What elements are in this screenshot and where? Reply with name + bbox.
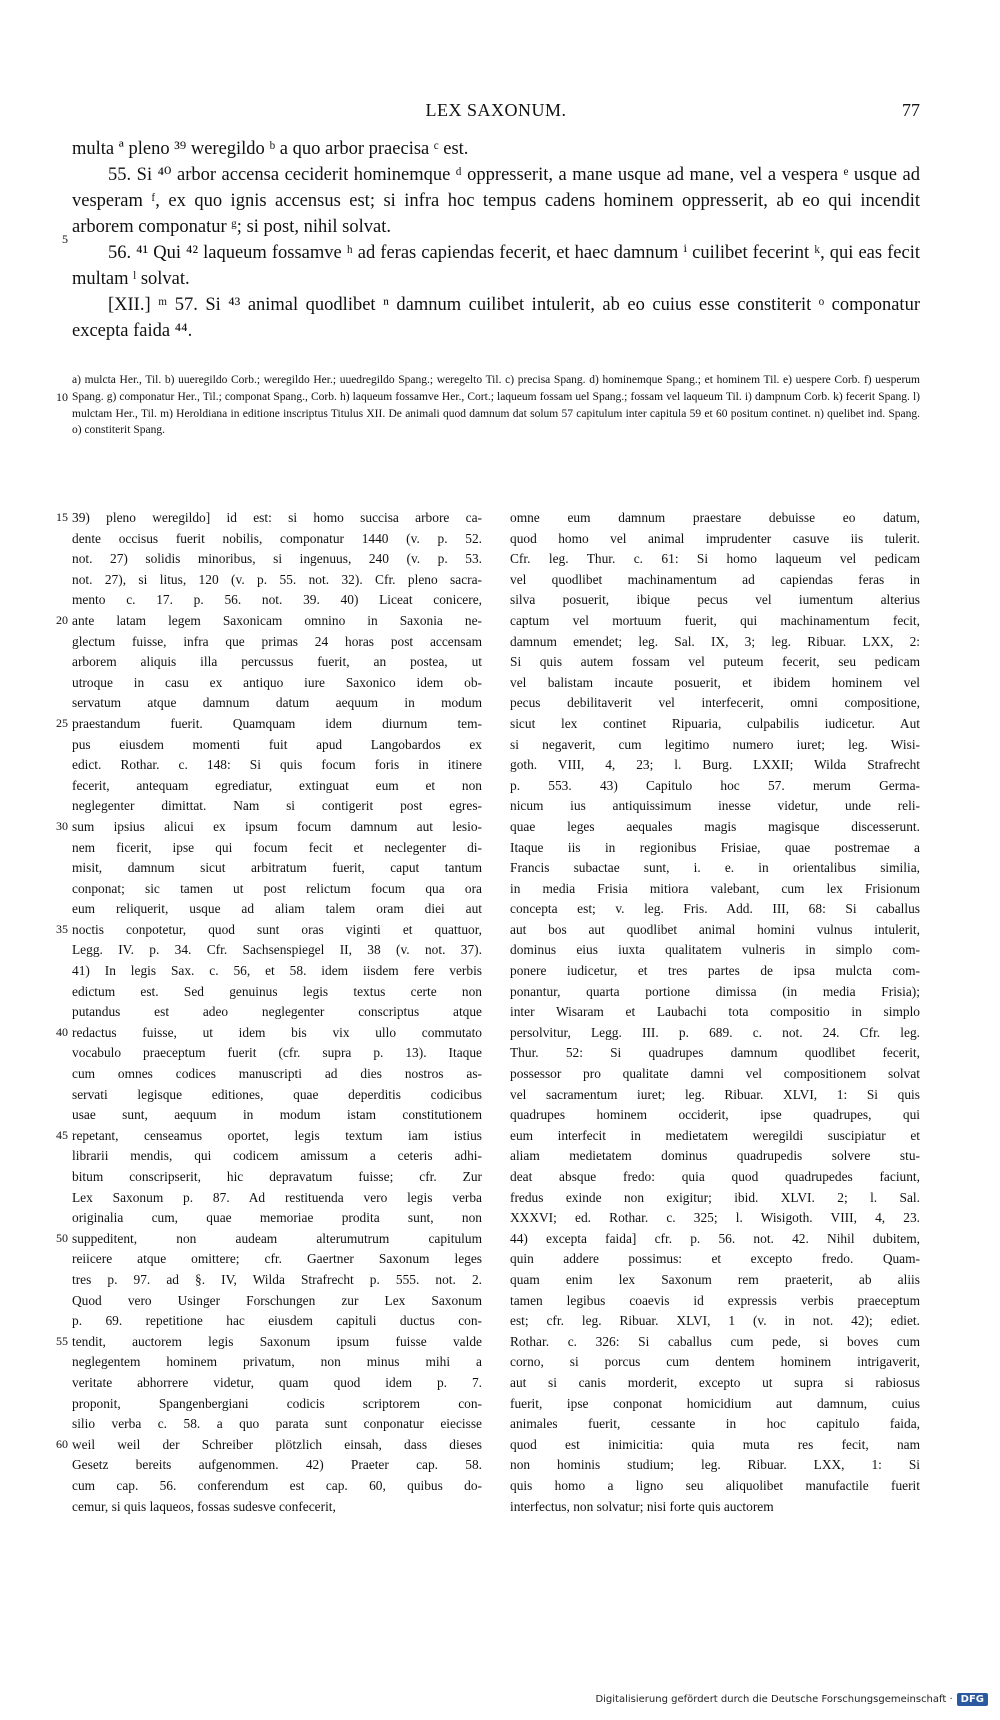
commentary-line: 41) In legis Sax. c. 56, et 58. idem iisdem fere verbis [72,963,482,979]
line-number: 10 [56,390,68,404]
commentary-line: originalia cum, quae memoriae prodita sunt, non [72,1210,482,1226]
commentary-line: repetant, censeamus oportet, legis textum iam istius [72,1127,482,1143]
commentary-line: Legg. IV. p. 34. Cfr. Sachsenspiegel II, 38 (v. not. 37). [72,942,482,958]
commentary-line: interfectus, non solvatur; nisi forte quis auctorem [510,1498,774,1514]
commentary-line: quod est inimicitia: quia muta res fecit, nam [510,1436,920,1452]
commentary-line: eum interfecit in medietatem weregildi suscipiatur et [510,1127,920,1143]
commentary-line: proponit, Spangenbergiani codicis scriptorem con- [72,1395,482,1411]
commentary-line: quam enim lex Saxonum rem praeterit, ab aliis [510,1271,920,1287]
commentary-line: fuerit, ipse conponat homicidium aut damnum, cuius [510,1395,920,1411]
commentary-line: nicum ius antiquissimum inesse videtur, unde reli- [510,798,920,814]
commentary-line: dominus eius iuxta qualitatem vulneris in simplo com- [510,942,920,958]
page-number: 77 [902,100,920,120]
commentary-line: mento c. 17. p. 56. not. 39. 40) Liceat conicere, [72,592,482,608]
commentary-line: silva posuerit, ibique pecus vel iumentum alterius [510,592,920,608]
commentary-line: persolvitur, Legg. III. p. 689. c. not. 24. Cfr. leg. [510,1024,920,1040]
commentary-line: Rothar. c. 326: Si caballus cum pede, si boves cum [510,1333,920,1349]
commentary-right-column [510,508,920,1517]
footer [595,1693,988,1706]
commentary-line: quod homo vel animal imprudenter casuve iis tulerit. [510,530,920,546]
commentary-line: Gesetz bereits aufgenommen. 42) Praeter cap. 58. [72,1457,482,1473]
commentary-line: sum ipsius alicui ex ipsum focum damnum aut lesio- [72,818,482,834]
line-number: 45 [56,1128,68,1142]
commentary-line: putandus est adeo neglegenter conscriptus atque [72,1004,482,1020]
commentary-line: neglegentem hominem privatum, non minus mihi a [72,1354,482,1370]
commentary-line: Quod vero Usinger Forschungen zur Lex Saxonum [72,1292,482,1308]
commentary-line: 44) excepta faida] cfr. p. 56. not. 42. Nihil dubitem, [510,1230,920,1246]
commentary-line: corno, si porcus cum dentem hominem intrigaverit, [510,1354,920,1370]
commentary-line: Si quis autem fossam vel puteum fecerit, seu pedicam [510,654,920,670]
commentary-line: Francis subactae sunt, i. e. in orientalibus similia, [510,860,920,876]
commentary-line: est; cfr. leg. Ribuar. XLVI, 1 (v. in not. 42); ediet. [510,1313,920,1329]
commentary-line: animales fuerit, cessante in hoc capitulo faida, [510,1416,920,1432]
dfg-logo: DFG [957,1693,988,1706]
line-number: 40 [56,1025,68,1039]
commentary-line: tendit, auctorem legis Saxonum ipsum fuisse valde [72,1333,482,1349]
commentary-line: bitum conscripserit, hic depravatum fuisse; cfr. Zur [72,1169,482,1184]
commentary-line: XXXVI; ed. Rothar. c. 325; l. Wisigoth. VIII, 4, 23. [510,1210,920,1226]
commentary-line: aut si canis morderit, excepto ut supra si rabiosus [510,1374,920,1390]
running-title: LEX SAXONUM. [425,100,567,120]
commentary-line: ponantur, quarta portione dimissa (in media Frisia); [510,983,920,999]
commentary-line: not. 27) solidis minoribus, si ingenuus, 240 (v. p. 53. [72,551,482,567]
commentary-line: inter Wisaram et Laubachi tota compositio in simplo [510,1004,920,1020]
critical-apparatus [72,372,920,439]
commentary-line: edictum est. Sed genuinus legis textus certe non [72,983,482,999]
line-number: 50 [56,1231,68,1245]
commentary-line: edict. Rothar. c. 148: Si quis focum foris in itinere [72,757,482,773]
commentary-line: servati legisque editiones, quae deperditis codicibus [72,1086,482,1102]
commentary-line: veritate abhorrere videtur, quam quod idem p. 7. [72,1374,482,1390]
line-number: 35 [56,922,68,936]
commentary-line: damnum emendet; leg. Sal. IX, 3; leg. Ribuar. LXX, 2: [510,633,920,649]
line-number: 25 [56,716,68,730]
commentary-line: vel balistam incaute posuerit, et ibidem hominem vel [510,674,920,690]
commentary-line: quadrupes hominem occiderit, ipse quadrupes, qui [510,1107,920,1123]
commentary-line: ponere iudicetur, et tres partes de ipsa mulcta com- [510,963,920,979]
commentary-line: non hominis studium; leg. Ribuar. LXX, 1: Si [510,1457,920,1473]
commentary-line: aut bos aut quodlibet animal homini vulnus intulerit, [510,921,920,937]
commentary-line: tamen legibus coaevis id expressis verbis praeceptum [510,1292,920,1308]
commentary-line: praestandum fuerit. Quamquam idem diurnum tem- [72,715,482,731]
commentary-line: utroque in casu ex antiquo iure Saxonico idem ob- [72,674,482,690]
commentary-line: pus eiusdem momenti fuit apud Langobardos ex [72,736,482,752]
main-text [72,136,920,344]
commentary-line: nem ficerit, ipse qui focum fecit et neclegenter di- [72,839,482,855]
line-number: 30 [56,819,68,833]
commentary-line: silio verba c. 58. a quo parata sunt conponatur eiecisse [72,1416,482,1432]
commentary-line: captum vel mortuum fuerit, qui machinamentum fecit, [510,612,920,628]
line-number: 60 [56,1437,68,1451]
commentary-line: concepta est; v. leg. Fris. Add. III, 68: Si caballus [510,901,920,917]
commentary-line: 39) pleno weregildo] id est: si homo succisa arbore ca- [72,510,482,525]
line-number: 55 [56,1334,68,1348]
commentary-line: quae leges aequales magis magisque discesserunt. [510,818,920,834]
commentary-line: cum cap. 56. conferendum est cap. 60, quibus do- [72,1477,482,1493]
main-paragraph: 55. Si ⁴⁰ arbor accensa ceciderit hominemque ᵈ oppresserit, a mane usque ad mane, vel a vespera ᵉ usque ad vesperam ᶠ, ex quo ignis accensus est; si infra hoc tempus cadens hominem oppresserit, ab eo qui incendit arborem componatur ᵍ; si post, nihil solvat. [72,165,920,237]
commentary [72,508,920,1658]
commentary-line: usae sunt, aequum in modum istam constitutionem [72,1107,482,1123]
commentary-line: dente occisus fuerit nobilis, componatur 1440 (v. p. 52. [72,530,482,546]
commentary-line: p. 553. 43) Capitulo hoc 57. merum Germa- [510,777,920,793]
commentary-line: Lex Saxonum p. 87. Ad restituenda vero legis verba [72,1189,482,1205]
commentary-line: weil weil der Schreiber plötzlich einsah, dass dieses [72,1436,482,1452]
commentary-line: ante latam legem Saxonicam omnino in Saxonia ne- [72,612,482,628]
line-number: 15 [56,510,68,524]
main-paragraph: 56. ⁴¹ Qui ⁴² laqueum fossamve ʰ ad feras capiendas fecerit, et haec damnum ⁱ cuilibet fecerint ᵏ, qui eas fecit multam ˡ solvat. [72,243,920,289]
commentary-line: noctis conpotetur, quod sunt oras viginti et quattuor, [72,921,482,937]
commentary-line: not. 27), si litus, 120 (v. p. 55. not. 32). Cfr. pleno sacra- [72,571,482,587]
commentary-line: in media Frisia mitiora valebant, cum lex Frisionum [510,880,920,896]
commentary-line: arborem aliquis illa percussus fuerit, an postea, ut [72,654,482,670]
main-paragraph: [XII.] ᵐ 57. Si ⁴³ animal quodlibet ⁿ damnum cuilibet intulerit, ab eo cuius esse constiterit ᵒ componatur excepta faida ⁴⁴. [72,295,920,341]
running-header [72,100,920,124]
commentary-line: cemur, si quis laqueos, fossas sudesve confecerit, [72,1498,336,1514]
commentary-line: suppeditent, non audeam alterumutrum capitulum [72,1230,482,1246]
commentary-line: Cfr. leg. Thur. c. 61: Si homo laqueum vel pedicam [510,551,920,567]
footer-text: Digitalisierung gefördert durch die Deutsche Forschungsgemeinschaft · [595,1694,953,1705]
line-number: 5 [62,232,68,246]
commentary-line: reiicere atque omittere; cfr. Gaertner Saxonum leges [72,1251,482,1267]
commentary-line: deat absque fredo: quia quod quadrupedes faciunt, [510,1169,920,1184]
commentary-line: aliam medietatem dominus quadrupedis solvere stu- [510,1148,920,1164]
commentary-line: fredus exinde non exigitur; ibid. XLVI. 2; l. Sal. [510,1189,920,1205]
commentary-line: quin addere possimus: et excepto fredo. Quam- [510,1251,920,1267]
commentary-line: possessor pro qualitate damni vel compositionem solvat [510,1066,920,1082]
commentary-line: eum reliquerit, usque ad aliam talem oram diei aut [72,901,482,917]
commentary-line: librarii mendis, qui codicem amissum a ceteris adhi- [72,1148,482,1164]
commentary-line: fecerit, antequam egrediatur, extinguat eum et non [72,777,482,793]
commentary-line: cum omnes codices manuscripti ad dies nostros as- [72,1066,482,1082]
commentary-left-column [72,508,482,1517]
commentary-line: glectum fuisse, infra que primas 24 horas post accensam [72,633,482,649]
commentary-line: quis homo a ligno seu aliquolibet manufactile fuerit [510,1477,920,1493]
commentary-line: neglegenter dimittat. Nam si contigerit post egres- [72,798,482,814]
commentary-line: sicut lex continet Ripuaria, culpabilis iudicetur. Aut [510,715,920,731]
commentary-line: redactus fuisse, ut idem bis vix ullo commutato [72,1024,482,1040]
apparatus-text: a) mulcta Her., Til. b) uueregildo Corb.; weregildo Her.; uuedregildo Spang.; weregelto Til. c) precisa Spang. d) hominemque Spang.; et hominem Til. e) uespere Corb. f) uesperum Spang. g) componatur Her., Til.; componat Spang., Corb. h) laqueum fossamve Her., Cort.; laqueum fossam uel Spang.; fossam vel laqueum Til. i) dampnum Corb. k) fecerit Spang. l) mulctam Her., Til. m) Heroldiana in editione inscriptus Titulus XII. De animali quod damnum dat solum 57 capitulum inter capitula 59 et 60 positum continet. n) quelibet ind. Spang. o) constiterit Spang. [72,374,920,437]
commentary-line: Itaque iis in regionibus Frisiae, quae postremae a [510,839,920,855]
commentary-line: vel quodlibet machinamentum ad capiendas feras in [510,571,920,587]
commentary-line: goth. VIII, 4, 23; l. Burg. LXXII; Wilda Strafrecht [510,757,920,773]
commentary-line: servatum atque damnum datum aequum in modum [72,695,482,711]
commentary-line: misit, damnum sicut arbitratum fuerit, caput tantum [72,860,482,876]
commentary-line: tres p. 97. ad §. IV, Wilda Strafrecht p. 555. not. 2. [72,1271,482,1287]
commentary-line: si negaverit, cum legitimo numero iuret; leg. Wisi- [510,736,920,752]
commentary-line: Thur. 52: Si quadrupes damnum quodlibet fecerit, [510,1045,920,1061]
commentary-line: omne eum damnum praestare debuisse eo datum, [510,510,920,525]
commentary-line: pecus debilitaverit vel interfecerit, omni compositione, [510,695,920,711]
commentary-line: conponat; sic tamen ut post relictum focum qua ora [72,880,482,896]
commentary-line: vel sacramentum iuret; leg. Ribuar. XLVI, 1: Si quis [510,1086,920,1102]
commentary-line: vocabulo praeceptum fuerit (cfr. supra p. 13). Itaque [72,1045,482,1061]
commentary-line: p. 69. repetitione hac eiusdem capituli ductus con- [72,1313,482,1329]
main-paragraph: multa ª pleno ³⁹ weregildo ᵇ a quo arbor praecisa ᶜ est. [72,139,469,159]
line-number: 20 [56,613,68,627]
